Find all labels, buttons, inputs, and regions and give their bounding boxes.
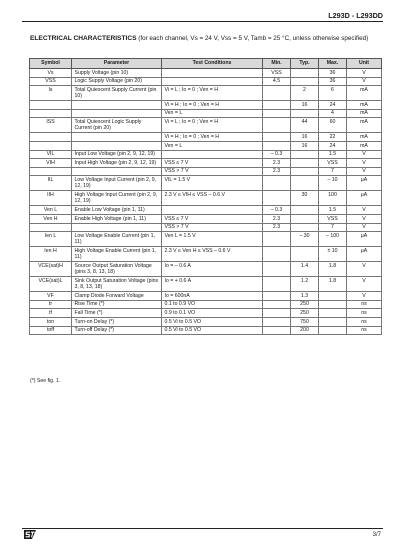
cell-typ — [291, 206, 319, 215]
cell-min — [263, 232, 291, 247]
cell-symbol: toff — [30, 326, 72, 335]
cell-parameter — [72, 109, 162, 118]
cell-unit: V — [347, 167, 382, 176]
cell-typ: 1.2 — [291, 277, 319, 292]
cell-min — [263, 86, 291, 101]
cell-unit: V — [347, 223, 382, 232]
table-row — [30, 141, 382, 150]
cell-parameter — [72, 141, 162, 150]
cell-unit: mA — [347, 101, 382, 110]
cell-parameter: Supply Voltage (pin 10) — [72, 69, 162, 78]
cell-parameter: Sink Output Saturation Voltage (pins 3, 8, 13, 18) — [72, 277, 162, 292]
cell-max — [319, 300, 347, 309]
cell-symbol: Vs — [30, 69, 72, 78]
cell-unit: V — [347, 262, 382, 277]
col-header-test-conditions: Test Conditions — [162, 59, 263, 69]
cell-conditions: Ven = L — [162, 141, 263, 150]
cell-conditions: Vi = L ; Io = 0 ; Ven = H — [162, 118, 263, 133]
table-row — [30, 214, 382, 223]
cell-conditions: 2.3 V ≤ VIH ≤ VSS – 0.6 V — [162, 191, 263, 206]
cell-parameter: High Voltage Input Current (pin 2, 9, 12, 19) — [72, 191, 162, 206]
cell-conditions: Ven = L — [162, 109, 263, 118]
cell-conditions: VSS > 7 V — [162, 167, 263, 176]
cell-conditions: Vi = L ; Io = 0 ; Ven = H — [162, 86, 263, 101]
cell-unit: ns — [347, 326, 382, 335]
footnote: (*) See fig. 1. — [30, 378, 61, 384]
cell-symbol: ISS — [30, 118, 72, 133]
cell-min: VSS — [263, 69, 291, 78]
cell-max: 24 — [319, 141, 347, 150]
cell-parameter: Rise Time (*) — [72, 300, 162, 309]
cell-min — [263, 317, 291, 326]
cell-typ — [291, 223, 319, 232]
cell-typ — [291, 176, 319, 191]
cell-unit: μA — [347, 232, 382, 247]
table-row — [30, 176, 382, 191]
cell-typ — [291, 167, 319, 176]
cell-max: 4 — [319, 109, 347, 118]
cell-max: 24 — [319, 101, 347, 110]
document-header-title: L293D - L293DD — [328, 11, 383, 20]
cell-unit: ns — [347, 309, 382, 318]
cell-symbol: VSS — [30, 77, 72, 86]
cell-typ — [291, 109, 319, 118]
cell-min — [263, 292, 291, 301]
cell-symbol — [30, 133, 72, 142]
header-divider — [22, 21, 383, 22]
table-row — [30, 247, 382, 262]
cell-unit: ns — [347, 317, 382, 326]
cell-parameter: Enable High Voltage (pin 1, 11) — [72, 214, 162, 223]
cell-parameter — [72, 223, 162, 232]
cell-typ: 44 — [291, 118, 319, 133]
cell-unit: V — [347, 77, 382, 86]
cell-conditions: 0.1 to 0.9 VO — [162, 300, 263, 309]
cell-unit: mA — [347, 141, 382, 150]
cell-conditions: 0.5 Vi to 0.5 VO — [162, 326, 263, 335]
cell-unit: μA — [347, 191, 382, 206]
cell-unit: ns — [347, 300, 382, 309]
cell-conditions — [162, 69, 263, 78]
cell-conditions: Vi = H ; Io = 0 ; Ven = H — [162, 133, 263, 142]
cell-parameter: Source Output Saturation Voltage (pins 3, 8, 13, 18) — [72, 262, 162, 277]
cell-symbol — [30, 101, 72, 110]
cell-max: 22 — [319, 133, 347, 142]
cell-max — [319, 317, 347, 326]
cell-typ — [291, 159, 319, 168]
cell-conditions: VIL = 1.5 V — [162, 176, 263, 191]
cell-conditions: 2.3 V ≤ Ven H ≤ VSS – 0.6 V — [162, 247, 263, 262]
cell-symbol — [30, 223, 72, 232]
cell-parameter: Turn-off Delay (*) — [72, 326, 162, 335]
cell-unit: V — [347, 277, 382, 292]
cell-max: 7 — [319, 223, 347, 232]
page-number: 3/7 — [372, 532, 381, 538]
cell-max: 1.8 — [319, 277, 347, 292]
table-row — [30, 150, 382, 159]
cell-parameter: High Voltage Enable Current (pin 1, 11) — [72, 247, 162, 262]
cell-unit: mA — [347, 118, 382, 133]
cell-typ: 1.3 — [291, 292, 319, 301]
cell-max: 36 — [319, 77, 347, 86]
cell-max — [319, 309, 347, 318]
cell-unit: mA — [347, 133, 382, 142]
cell-symbol: VIH — [30, 159, 72, 168]
cell-max: 6 — [319, 86, 347, 101]
cell-symbol: IIL — [30, 176, 72, 191]
cell-max: 60 — [319, 118, 347, 133]
table-row — [30, 206, 382, 215]
cell-max: 7 — [319, 167, 347, 176]
cell-min: 2.3 — [263, 159, 291, 168]
table-row — [30, 167, 382, 176]
cell-typ: 30 — [291, 191, 319, 206]
cell-parameter: Total Quiescent Supply Current (pin 10) — [72, 86, 162, 101]
cell-conditions — [162, 150, 263, 159]
cell-parameter: Input Low Voltage (pin 2, 9, 12, 19) — [72, 150, 162, 159]
cell-conditions: Ven L = 1.5 V — [162, 232, 263, 247]
cell-symbol: tf — [30, 309, 72, 318]
cell-unit: μA — [347, 247, 382, 262]
cell-unit: V — [347, 150, 382, 159]
table-row — [30, 277, 382, 292]
cell-max — [319, 326, 347, 335]
cell-symbol: ton — [30, 317, 72, 326]
table-row — [30, 309, 382, 318]
cell-max: VSS — [319, 159, 347, 168]
table-header-row — [30, 59, 382, 69]
st-logo-icon — [23, 529, 37, 540]
table-row — [30, 232, 382, 247]
cell-parameter — [72, 167, 162, 176]
cell-conditions — [162, 206, 263, 215]
cell-parameter: Logic Supply Voltage (pin 20) — [72, 77, 162, 86]
table-row — [30, 109, 382, 118]
cell-conditions: Vi = H ; Io = 0 ; Ven = H — [162, 101, 263, 110]
cell-max: 1.5 — [319, 206, 347, 215]
cell-parameter: Low Voltage Input Current (pin 2, 9, 12, 19) — [72, 176, 162, 191]
cell-min — [263, 141, 291, 150]
cell-symbol: Ven H — [30, 214, 72, 223]
cell-symbol: VCE(sat)H — [30, 262, 72, 277]
section-title: ELECTRICAL CHARACTERISTICS — [30, 35, 137, 42]
table-row — [30, 118, 382, 133]
cell-min — [263, 262, 291, 277]
table-row — [30, 159, 382, 168]
cell-typ: – 30 — [291, 232, 319, 247]
cell-parameter — [72, 133, 162, 142]
cell-symbol — [30, 167, 72, 176]
cell-symbol: IIH — [30, 191, 72, 206]
cell-typ — [291, 214, 319, 223]
cell-typ — [291, 247, 319, 262]
cell-max: – 10 — [319, 176, 347, 191]
cell-max: ± 10 — [319, 247, 347, 262]
cell-min: 2.3 — [263, 223, 291, 232]
section-subtitle: (for each channel, Vs = 24 V, Vss = 5 V, Tamb = 25 °C, unless otherwise specified) — [138, 35, 369, 42]
cell-typ: 200 — [291, 326, 319, 335]
cell-typ: 250 — [291, 309, 319, 318]
cell-min — [263, 326, 291, 335]
cell-conditions: VSS > 7 V — [162, 223, 263, 232]
cell-typ: 750 — [291, 317, 319, 326]
table-row — [30, 77, 382, 86]
cell-max: 1.8 — [319, 262, 347, 277]
col-header-unit: Unit — [347, 59, 382, 69]
cell-typ: 1.4 — [291, 262, 319, 277]
cell-parameter: Turn-on Delay (*) — [72, 317, 162, 326]
cell-symbol: Ien H — [30, 247, 72, 262]
table-row — [30, 292, 382, 301]
table-row — [30, 223, 382, 232]
cell-max: – 100 — [319, 232, 347, 247]
col-header-max: Max. — [319, 59, 347, 69]
cell-symbol — [30, 141, 72, 150]
cell-unit: V — [347, 69, 382, 78]
cell-min: – 0.3 — [263, 150, 291, 159]
cell-min — [263, 101, 291, 110]
table-row — [30, 191, 382, 206]
cell-min — [263, 176, 291, 191]
cell-unit: V — [347, 214, 382, 223]
table-row — [30, 101, 382, 110]
cell-conditions: 0.5 Vi to 0.5 VO — [162, 317, 263, 326]
table-row — [30, 262, 382, 277]
table-row — [30, 326, 382, 335]
section-heading — [30, 35, 380, 44]
cell-symbol: tr — [30, 300, 72, 309]
cell-parameter: Fall Time (*) — [72, 309, 162, 318]
cell-parameter: Low Voltage Enable Current (pin 1, 11) — [72, 232, 162, 247]
electrical-characteristics-table — [29, 58, 382, 335]
cell-parameter: Total Quiescent Logic Supply Current (pin 20) — [72, 118, 162, 133]
cell-max: 1.5 — [319, 150, 347, 159]
table-row — [30, 86, 382, 101]
table-body — [30, 69, 382, 335]
cell-min — [263, 118, 291, 133]
table-row — [30, 300, 382, 309]
cell-min: 2.3 — [263, 214, 291, 223]
cell-min: – 0.3 — [263, 206, 291, 215]
cell-max: 100 — [319, 191, 347, 206]
cell-min — [263, 133, 291, 142]
cell-typ: 16 — [291, 133, 319, 142]
cell-min: 4.5 — [263, 77, 291, 86]
cell-max: 36 — [319, 69, 347, 78]
cell-unit: μA — [347, 176, 382, 191]
cell-conditions: Io = 600nA — [162, 292, 263, 301]
cell-parameter: Clamp Diode Forward Voltage — [72, 292, 162, 301]
cell-symbol: VF — [30, 292, 72, 301]
col-header-parameter: Parameter — [72, 59, 162, 69]
cell-symbol: Ven L — [30, 206, 72, 215]
cell-conditions: Io = – 0.6 A — [162, 262, 263, 277]
cell-conditions: VSS ≤ 7 V — [162, 214, 263, 223]
cell-typ — [291, 150, 319, 159]
cell-symbol: Is — [30, 86, 72, 101]
cell-unit: V — [347, 159, 382, 168]
cell-min — [263, 247, 291, 262]
cell-min — [263, 309, 291, 318]
cell-typ: 250 — [291, 300, 319, 309]
cell-parameter: Input High Voltage (pin 2, 9, 12, 19) — [72, 159, 162, 168]
cell-symbol: VCE(sat)L — [30, 277, 72, 292]
cell-min — [263, 109, 291, 118]
col-header-symbol: Symbol — [30, 59, 72, 69]
cell-parameter — [72, 101, 162, 110]
cell-unit: mA — [347, 109, 382, 118]
cell-typ — [291, 77, 319, 86]
cell-max — [319, 292, 347, 301]
cell-typ: 16 — [291, 141, 319, 150]
table-row — [30, 69, 382, 78]
cell-conditions: Io = + 0.6 A — [162, 277, 263, 292]
col-header-typ: Typ. — [291, 59, 319, 69]
cell-max: VSS — [319, 214, 347, 223]
cell-unit: mA — [347, 86, 382, 101]
cell-unit: V — [347, 206, 382, 215]
footer-divider — [22, 528, 383, 529]
cell-min — [263, 300, 291, 309]
cell-symbol — [30, 109, 72, 118]
cell-conditions: VSS ≤ 7 V — [162, 159, 263, 168]
cell-symbol: Ien L — [30, 232, 72, 247]
cell-unit: V — [347, 292, 382, 301]
cell-symbol: VIL — [30, 150, 72, 159]
cell-conditions — [162, 77, 263, 86]
cell-typ: 2 — [291, 86, 319, 101]
cell-conditions: 0.9 to 0.1 VO — [162, 309, 263, 318]
table-row — [30, 133, 382, 142]
cell-typ — [291, 69, 319, 78]
cell-min — [263, 191, 291, 206]
col-header-min: Min. — [263, 59, 291, 69]
cell-typ: 16 — [291, 101, 319, 110]
cell-min: 2.3 — [263, 167, 291, 176]
table-row — [30, 317, 382, 326]
cell-min — [263, 277, 291, 292]
cell-parameter: Enable Low Voltage (pin 1, 11) — [72, 206, 162, 215]
